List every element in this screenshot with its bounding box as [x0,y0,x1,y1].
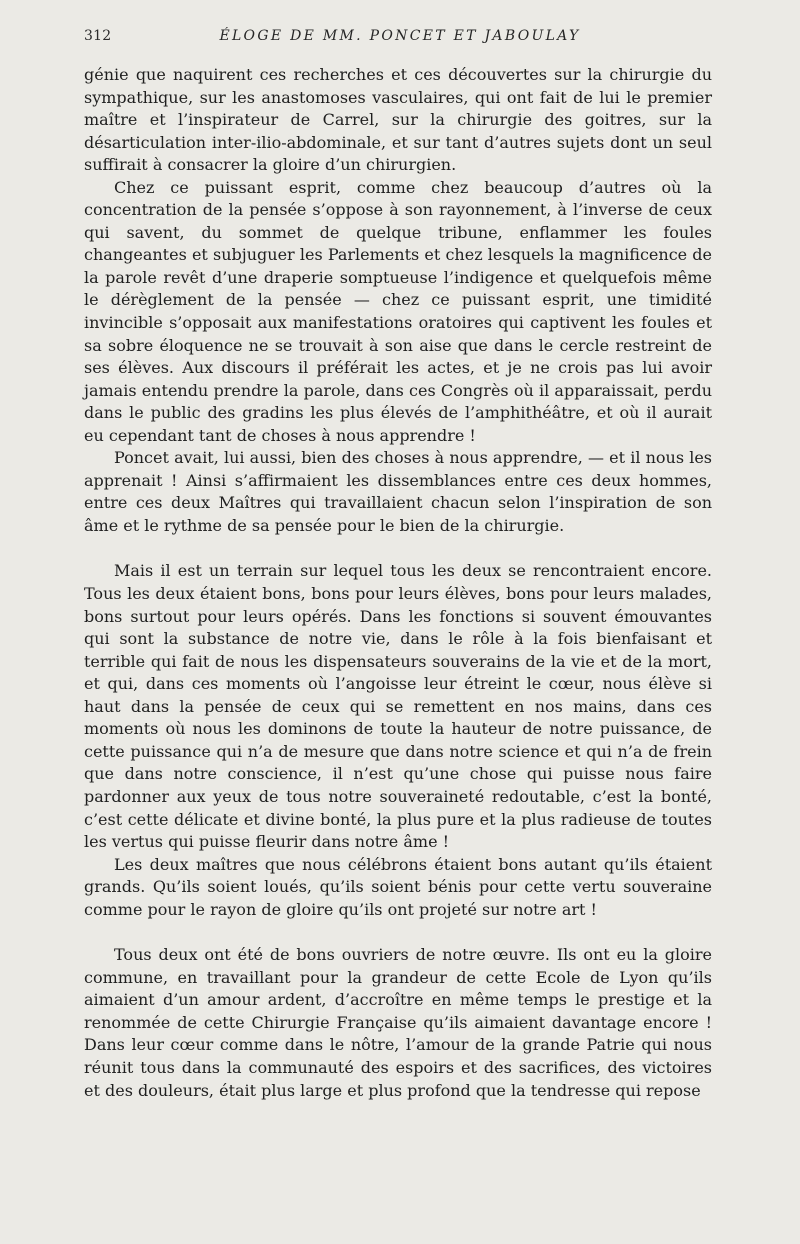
running-title: ÉLOGE DE MM. PONCET ET JABOULAY [219,28,581,44]
body-text [84,64,712,1102]
paragraph-continuation: génie que naquirent ces recherches et ces découvertes sur la chirurgie du sympathique, sur les anastomoses vasculaires, qui ont fait de lui le premier maître et l’inspirateur de Carrel, sur la chirurgie des goitres, sur la désarticulation inter-ilio-abdominale, et sur tant d’autres sujets dont un seul suffirait à consacrer la gloire d’un chirurgien. [84,65,712,175]
page-number: 312 [84,28,112,44]
paragraph-poncet: Poncet avait, lui aussi, bien des choses à nous apprendre, — et il nous les apprenait ! Ainsi s’affirmaient les dissemblances entre ces deux hommes, entre ces deux Maîtres qui travaillaient chacun selon l’inspiration de son âme et le rythme de sa pensée pour le bien de la chirurgie. [84,448,712,535]
paragraph-lyon-school: Tous deux ont été de bons ouvriers de notre œuvre. Ils ont eu la gloire commune, en travaillant pour la grandeur de cette Ecole de Lyon qu’ils aimaient d’un amour ardent, d’accroître en même temps le prestige et la renommée de cette Chirurgie Française qu’ils aimaient davantage encore ! Dans leur cœur comme dans le nôtre, l’amour de la grande Patrie qui nous réunit tous dans la communauté des espoirs et des sacrifices, des victoires et des douleurs, était plus large et plus profond que la tendresse qui repose [84,945,712,1100]
paragraph-goodness: Mais il est un terrain sur lequel tous les deux se rencontraient encore. Tous les deux étaient bons, bons pour leurs élèves, bons pour leurs malades, bons surtout pour leurs opérés. Dans les fonctions si souvent émouvantes qui sont la substance de notre vie, dans le rôle à la fois bienfaisant et terrible qui fait de nous les dispensateurs souverains de la vie et de la mort, et qui, dans ces moments où l’angoisse leur étreint le cœur, nous élève si haut dans la pensée de ceux qui se remettent en nos mains, dans ces moments où nous les dominons de toute la hauteur de notre puissance, de cette puissance qui n’a de mesure que dans notre science et qui n’a de frein que dans notre conscience, il n’est qu’une chose qui puisse nous faire pardonner aux yeux de tous notre souveraineté redoutable, c’est la bonté, c’est cette délicate et divine bonté, la plus pure et la plus radieuse de toutes les vertus qui puisse fleurir dans notre âme ! [84,561,712,852]
paragraph-praise: Les deux maîtres que nous célébrons étaient bons autant qu’ils étaient grands. Qu’ils soient loués, qu’ils soient bénis pour cette vertu souveraine comme pour le rayon de gloire qu’ils ont projeté sur notre art ! [84,854,712,919]
paragraph-timidity: Chez ce puissant esprit, comme chez beaucoup d’autres où la concentration de la pensée s’oppose à son rayonnement, à l’inverse de ceux qui savent, du sommet de quelque tribune, enflammer les foules changeantes et subjuguer les Parlements et chez lesquels la magnificence de la parole revêt d’une draperie somptueuse l’indigence et quelquefois même le dérèglement de la pensée — chez ce puissant esprit, une timidité invincible s’opposait aux manifestations oratoires qui captivent les foules et sa sobre éloquence ne se trouvait à son aise que dans le cercle restreint de ses élèves. Aux discours il préférait les actes, et je ne crois pas lui avoir jamais entendu prendre la parole, dans ces Congrès où il apparaissait, perdu dans le public des gradins les plus élevés de l’amphithéâtre, et où il aurait eu cependant tant de choses à nous apprendre ! [84,177,712,445]
running-header [84,28,716,52]
